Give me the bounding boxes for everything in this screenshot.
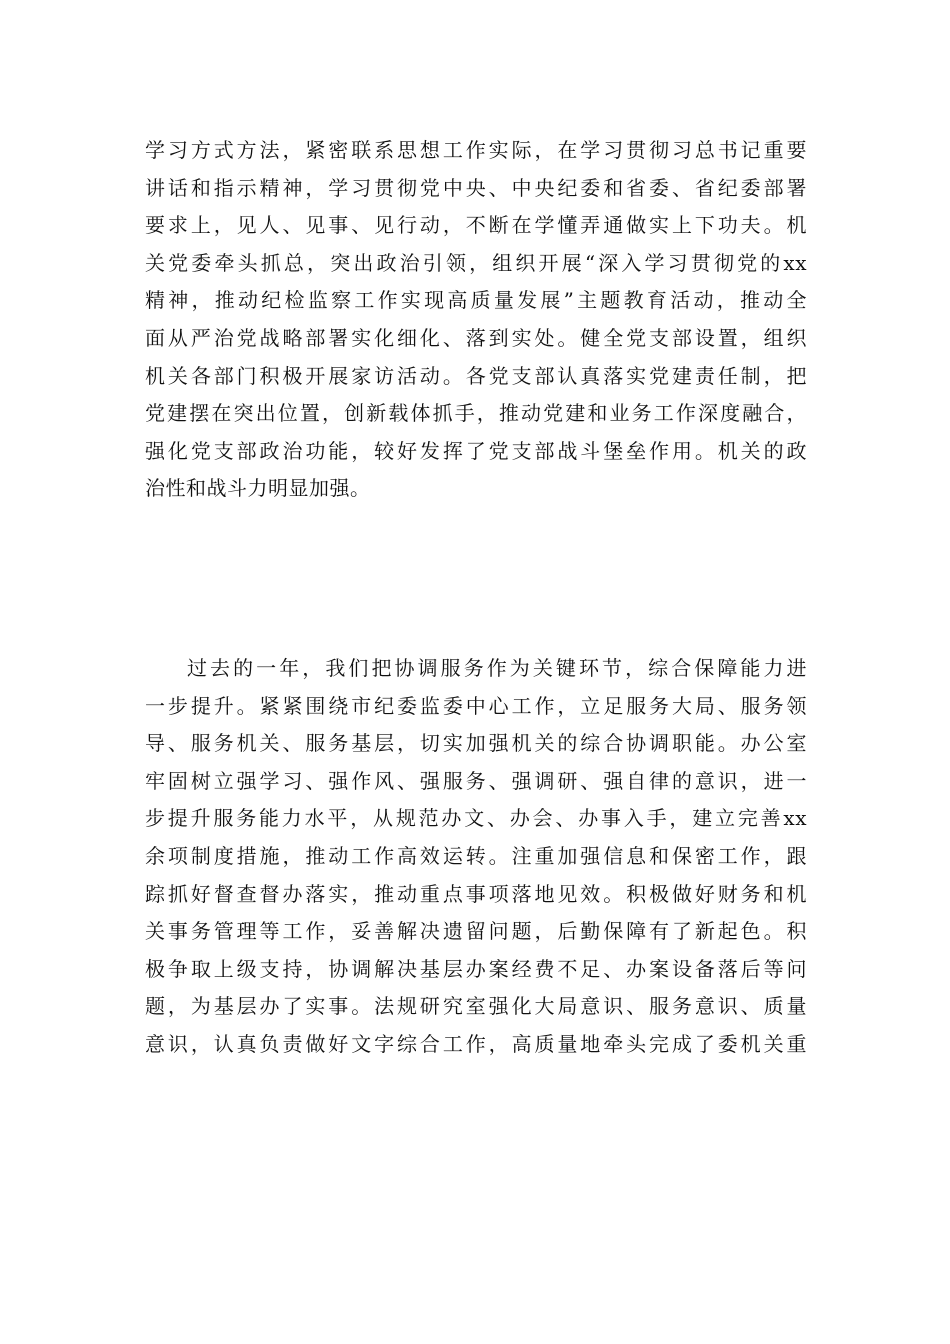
text-line: 强化党支部政治功能，较好发挥了党支部战斗堡垒作用。机关的政 — [145, 438, 807, 463]
text-line: 导、服务机关、服务基层，切实加强机关的综合协调职能。办公室 — [145, 731, 807, 756]
text-line: 关党委牵头抓总，突出政治引领，组织开展“深入学习贯彻党的xx — [145, 250, 807, 275]
text-line: 牢固树立强学习、强作风、强服务、强调研、强自律的意识，进一 — [145, 768, 807, 793]
text-line: 面从严治党战略部署实化细化、落到实处。健全党支部设置，组织 — [145, 325, 807, 350]
text-line: 余项制度措施，推动工作高效运转。注重加强信息和保密工作，跟 — [145, 843, 807, 868]
text-line: 要求上，见人、见事、见行动，不断在学懂弄通做实上下功夫。机 — [145, 213, 807, 238]
text-line: 精神，推动纪检监察工作实现高质量发展”主题教育活动，推动全 — [145, 288, 807, 313]
text-line: 学习方式方法，紧密联系思想工作实际，在学习贯彻习总书记重要 — [145, 138, 807, 162]
text-line: 机关各部门积极开展家访活动。各党支部认真落实党建责任制，把 — [145, 363, 807, 388]
text-line: 过去的一年，我们把协调服务作为关键环节，综合保障能力进 — [187, 656, 807, 680]
text-line: 步提升服务能力水平，从规范办文、办会、办事入手，建立完善xx — [145, 806, 807, 831]
paragraph-1 — [145, 132, 807, 508]
text-line: 讲话和指示精神，学习贯彻党中央、中央纪委和省委、省纪委部署 — [145, 175, 807, 200]
text-line: 极争取上级支持，协调解决基层办案经费不足、办案设备落后等问 — [145, 956, 807, 981]
text-line: 踪抓好督查督办落实，推动重点事项落地见效。积极做好财务和机 — [145, 881, 807, 906]
text-line: 关事务管理等工作，妥善解决遗留问题，后勤保障有了新起色。积 — [145, 919, 807, 944]
text-line: 意识，认真负责做好文字综合工作，高质量地牵头完成了委机关重 — [145, 1031, 807, 1056]
text-line: 一步提升。紧紧围绕市纪委监委中心工作，立足服务大局、服务领 — [145, 693, 807, 718]
text-line: 党建摆在突出位置，创新载体抓手，推动党建和业务工作深度融合， — [145, 401, 807, 426]
text-line: 治性和战斗力明显加强。 — [145, 476, 371, 501]
paragraph-2 — [145, 650, 807, 1064]
text-line: 题，为基层办了实事。法规研究室强化大局意识、服务意识、质量 — [145, 994, 807, 1019]
